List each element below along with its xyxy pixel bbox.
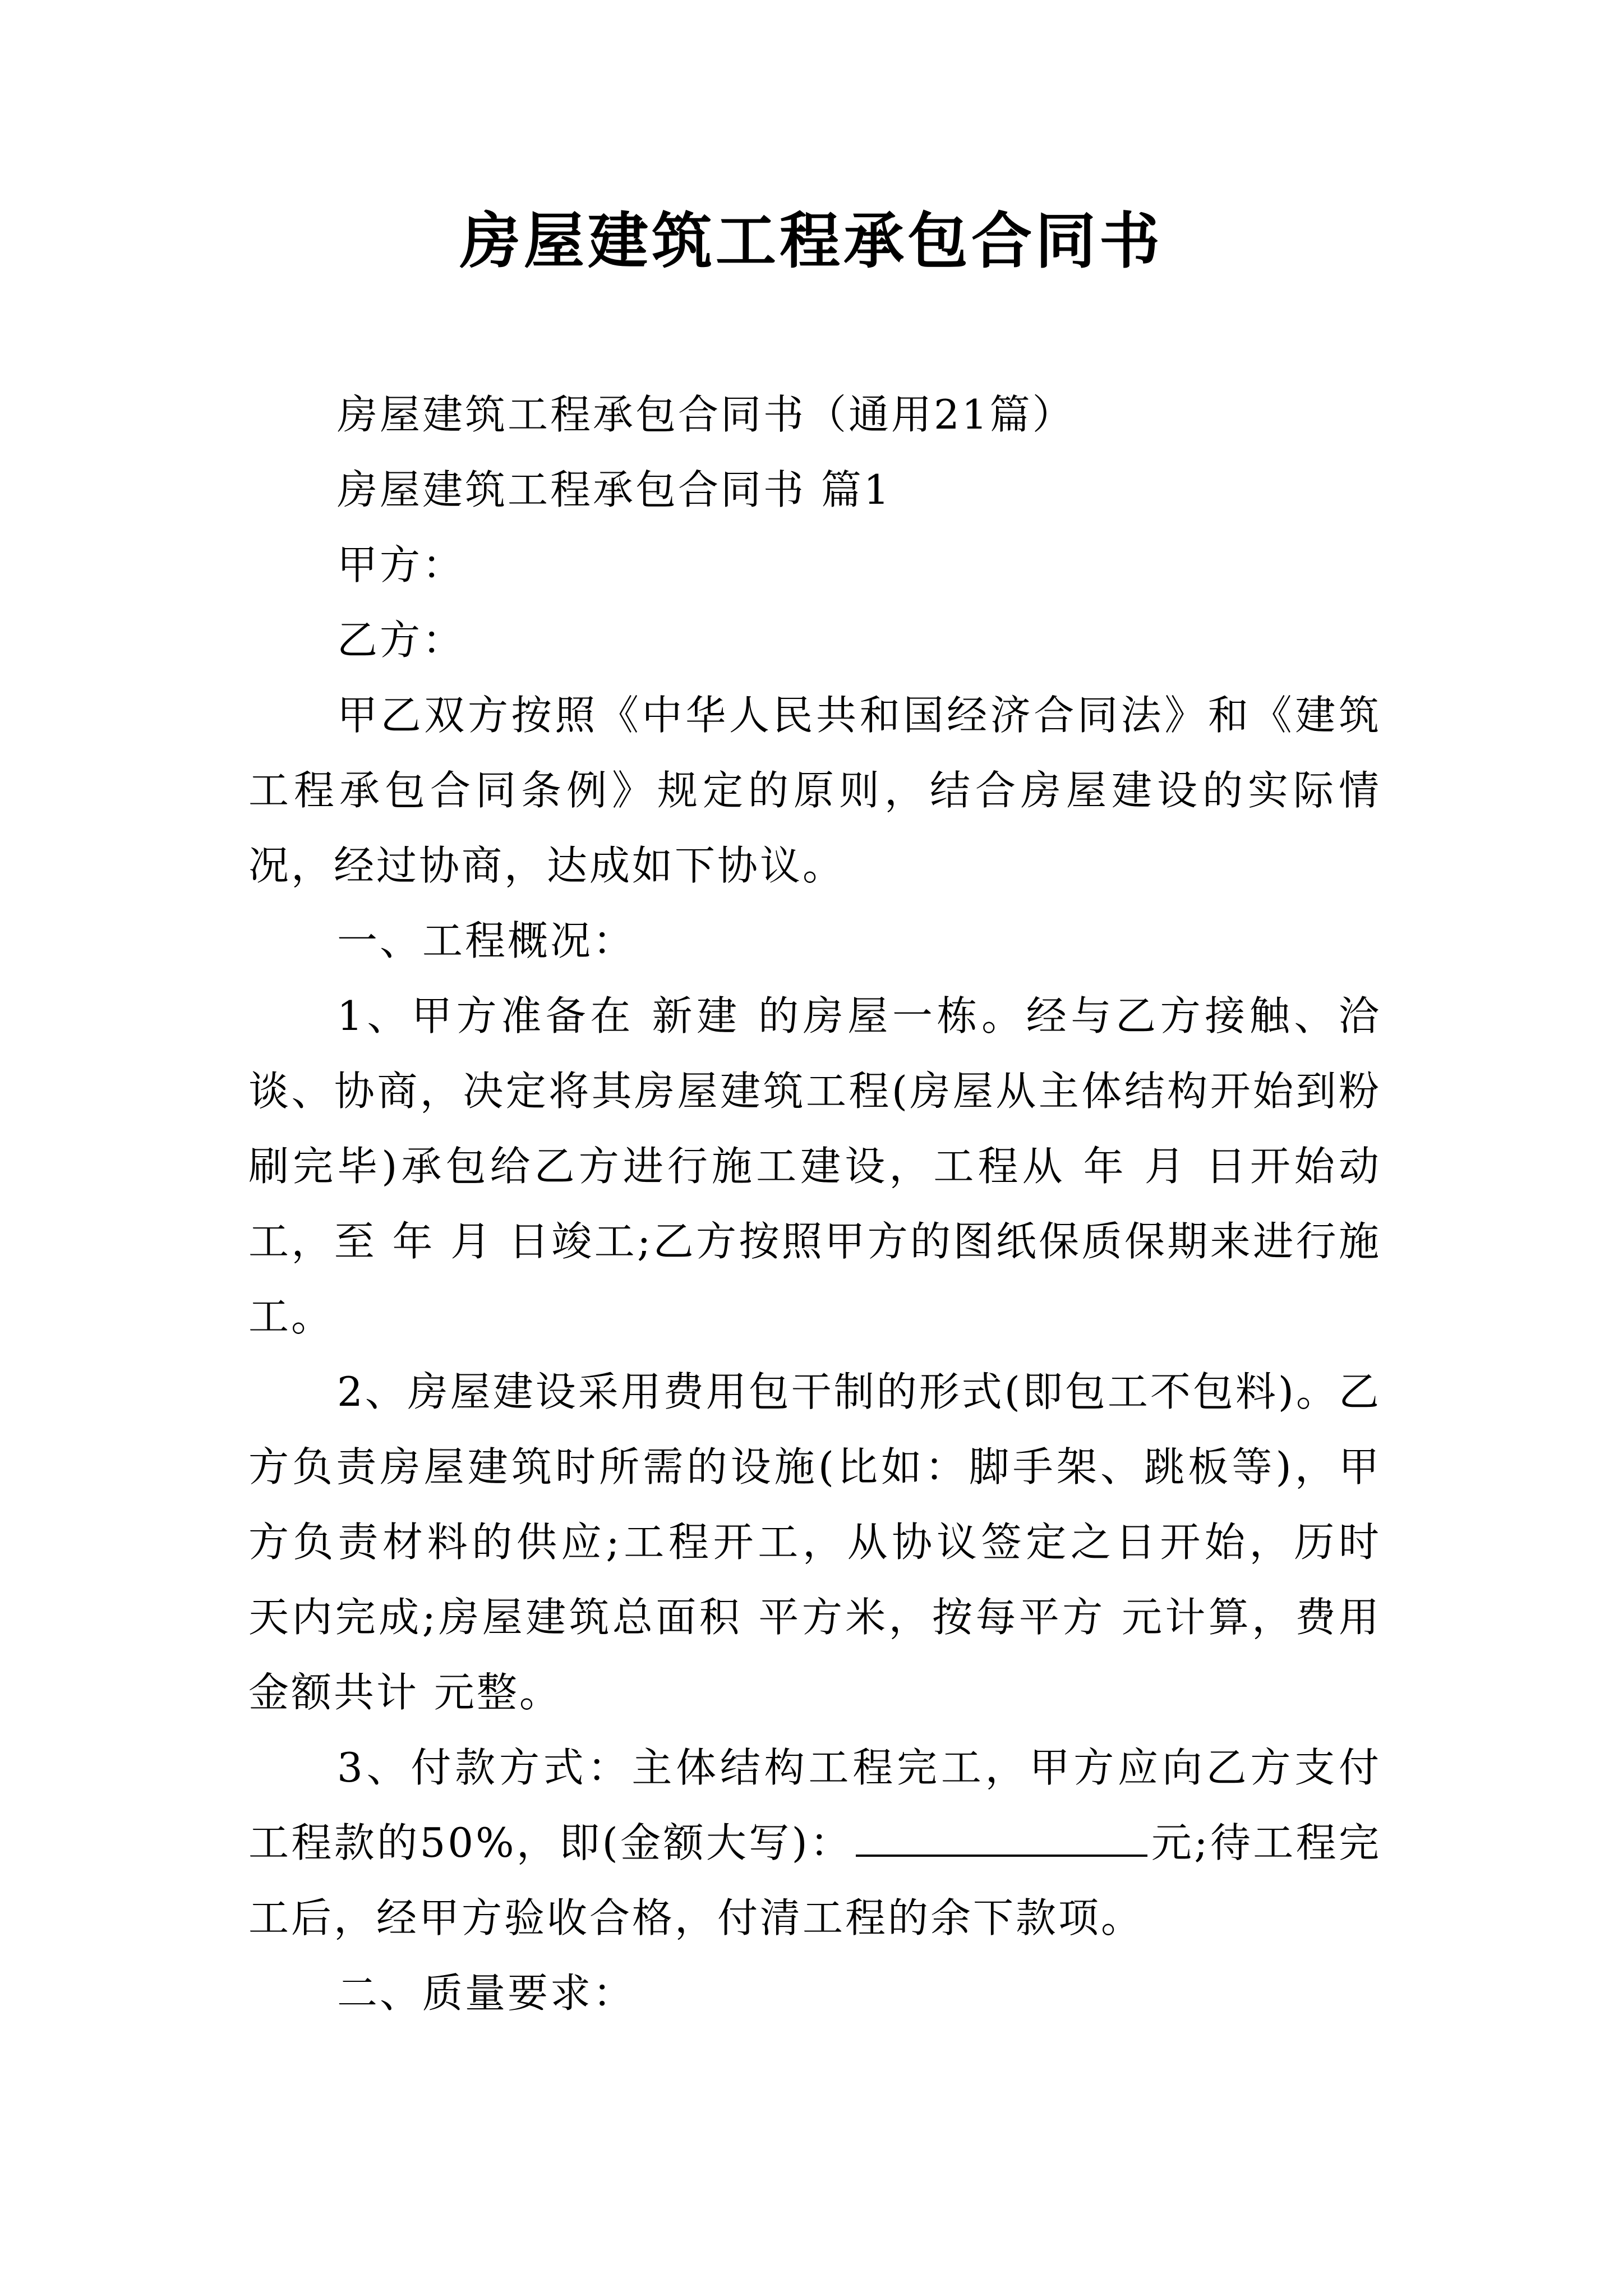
section-heading: 房屋建筑工程承包合同书 篇1 xyxy=(337,466,892,513)
section-one-heading: 一、工程概况： xyxy=(337,917,636,964)
document-subtitle: 房屋建筑工程承包合同书（通用21篇） xyxy=(337,391,1075,438)
party-b-label: 乙方： xyxy=(337,616,465,664)
clause-2-paragraph: 2、房屋建设采用费用包干制的形式(即包工不包料)。乙方负责房屋建筑时所需的设施(比如：脚手架、跳板等)，甲方负责材料的供应;工程开工，从协议签定之日开始，历时 天内完成;房屋建筑总面积 平方米，按每平方 元计算，费用金额共计 元整。 xyxy=(248,1368,1381,1716)
clause-1-paragraph: 1、甲方准备在 新建 的房屋一栋。经与乙方接触、洽谈、协商，决定将其房屋建筑工程(房屋从主体结构开始到粉刷完毕)承包给乙方进行施工建设，工程从 年 月 日开始动工，至 年 月 日竣工;乙方按照甲方的图纸保质保期来进行施工。 xyxy=(248,992,1381,1340)
document-body xyxy=(248,377,1381,2031)
party-a-label: 甲方： xyxy=(337,541,465,588)
section-two-heading: 二、质量要求： xyxy=(337,1970,636,2017)
clause-3-text-after: 元;待工程完工后，经甲方验收合格，付清工程的余下款项。 xyxy=(248,1819,1381,1941)
clause-3-text-before: 3、付款方式：主体结构工程完工，甲方应向乙方支付工程款的50%，即(金额大写)： xyxy=(248,1744,1381,1866)
document-title: 房屋建筑工程承包合同书 xyxy=(459,206,1163,277)
amount-blank-line xyxy=(856,1821,1147,1857)
intro-paragraph: 甲乙双方按照《中华人民共和国经济合同法》和《建筑工程承包合同条例》规定的原则，结合房屋建设的实际情况，经过协商，达成如下协议。 xyxy=(248,692,1381,889)
clause-3-paragraph xyxy=(248,1730,1381,1955)
